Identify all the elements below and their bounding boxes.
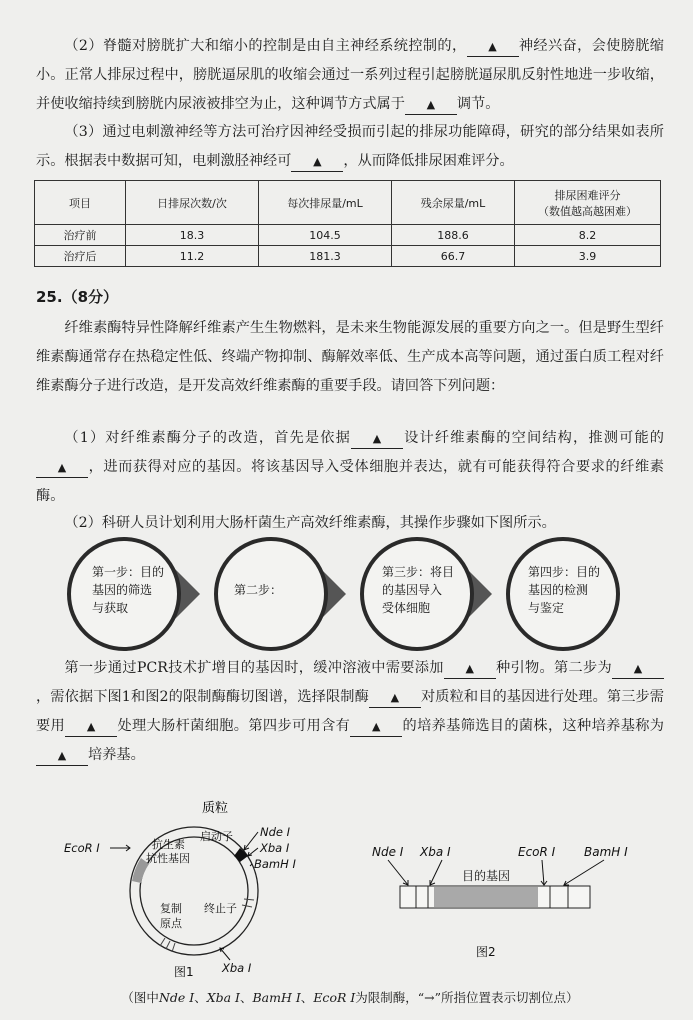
step-1-label: 第一步：目的 [92, 565, 165, 579]
q24-part3: （3）通过电刺激神经等方法可治疗因神经受损而引起的排尿功能障碍，研究的部分结果如表所示。根据表中数据可知，电刺激胫神经可 ▲ ，从而降低排尿困难评分。 [36, 118, 664, 176]
target-gene-label: 目的基因 [462, 869, 511, 883]
table-header: 每次排尿量/mL [259, 181, 392, 225]
answer-blank[interactable]: ▲ [36, 746, 88, 766]
q25-part2-body: 第一步通过PCR技术扩增目的基因时，缓冲溶液中需要添加 ▲ 种引物。第二步为 ▲，需依据下图1和图2的限制酶酶切图谱，选择限制酶 ▲ 对质粒和目的基因进行处理。第三步需要用 ▲ 处理大肠杆菌细胞。第四步可用含有 ▲ 的培养基筛选目的菌株，这种培养基称为▲ 培养基。 [36, 654, 664, 770]
enzyme-label-ecori: EcoR Ⅰ [518, 845, 556, 859]
table-header: 排尿困难评分 （数值越高越困难） [515, 181, 661, 225]
results-table [34, 180, 661, 267]
target-gene-segment [434, 887, 538, 907]
figure-2-label: 图2 [476, 945, 496, 959]
enzyme-label-xbai: Xba Ⅰ [260, 841, 290, 855]
answer-blank[interactable]: ▲ [369, 688, 421, 708]
plasmid-ring [130, 827, 258, 955]
resistance-gene-label: 抗性基因 [146, 852, 190, 865]
step-4-label: 基因的检测 [528, 583, 589, 597]
process-flow-diagram [60, 534, 640, 654]
enzyme-label-ndei: Nde Ⅰ [372, 845, 404, 859]
table-row: 治疗前 18.3 104.5 188.6 8.2 [35, 225, 661, 246]
answer-blank[interactable]: ▲ [467, 37, 519, 57]
enzyme-label-xbai-2: Xba Ⅰ [222, 961, 252, 975]
step-3-label: 的基因导入 [382, 583, 443, 597]
plasmid-title: 质粒 [202, 801, 229, 816]
promoter-label: 启动子 [200, 830, 233, 843]
q25-part1: （1）对纤维素酶分子的改造，首先是依据 ▲ 设计纤维素酶的空间结构，推测可能的▲ ，进而获得对应的基因。将该基因导入受体细胞并表达，就有可能获得符合要求的纤维素酶。 [36, 430, 664, 504]
enzyme-label-xbai: Xba Ⅰ [420, 845, 451, 859]
step-3-label: 受体细胞 [382, 601, 431, 615]
answer-blank[interactable]: ▲ [65, 717, 117, 737]
q25-part2-intro: （2）科研人员计划利用大肠杆菌生产高效纤维素酶，其操作步骤如下图所示。 [64, 515, 556, 531]
table-header: 残余尿量/mL [392, 181, 515, 225]
enzyme-label-ecori: EcoR Ⅰ [64, 841, 100, 855]
question-25-header: 25.（8分） [36, 288, 119, 306]
step-4-label: 第四步：目的 [528, 565, 601, 579]
figure-2-target-gene [372, 838, 642, 968]
table-row: 治疗后 11.2 181.3 66.7 3.9 [35, 246, 661, 267]
answer-blank[interactable]: ▲ [350, 717, 402, 737]
step-1-label: 基因的筛选 [92, 583, 153, 597]
answer-blank[interactable]: ▲ [351, 429, 403, 449]
q25-intro: 纤维素酶特异性降解纤维素产生生物燃料，是未来生物能源发展的重要方向之一。但是野生型纤维素酶通常存在热稳定性低、终端产物抑制、酶解效率低、生产成本高等问题，通过蛋白质工程对纤维素酶分子进行改造，是开发高效纤维素酶的重要手段。请回答下列问题： [36, 320, 664, 394]
enzyme-label-bamhi: BamH Ⅰ [584, 845, 628, 859]
enzyme-label-bamhi: BamH Ⅰ [254, 857, 296, 871]
answer-blank[interactable]: ▲ [405, 95, 457, 115]
figure-1-plasmid [64, 796, 324, 980]
answer-blank[interactable]: ▲ [612, 659, 664, 679]
terminator-label: 终止子 [204, 902, 237, 915]
step-3-label: 第三步：将目 [382, 565, 455, 579]
step-1-label: 与获取 [92, 601, 129, 615]
figure-1-label: 图1 [174, 965, 194, 979]
table-header: 项目 [35, 181, 126, 225]
step-2-label: 第二步： [234, 583, 283, 597]
enzyme-label-ndei: Nde Ⅰ [260, 825, 291, 839]
resistance-gene-label: 抗生素 [152, 838, 185, 851]
answer-blank[interactable]: ▲ [36, 458, 88, 478]
q24-part2: （2）脊髓对膀胱扩大和缩小的控制是由自主神经系统控制的， ▲ 神经兴奋，会使膀胱缩小。正常人排尿过程中，膀胱逼尿肌的收缩会通过一系列过程引起膀胱逼尿肌反射性地进一步收缩，并使收缩持续到膀胱内尿液被排空为止，这种调节方式属于 ▲ 调节。 [36, 32, 664, 119]
figure-caption: （图中Nde Ⅰ、Xba Ⅰ、BamH Ⅰ、EcoR Ⅰ为限制酶，“→”所指位置表示切割位点） [121, 990, 579, 1005]
origin-label: 原点 [160, 917, 182, 930]
step-4-label: 与鉴定 [528, 601, 565, 615]
promoter-marker [234, 848, 248, 862]
answer-blank[interactable]: ▲ [291, 152, 343, 172]
origin-label: 复制 [160, 902, 182, 915]
table-header: 日排尿次数/次 [126, 181, 259, 225]
answer-blank[interactable]: ▲ [444, 659, 496, 679]
